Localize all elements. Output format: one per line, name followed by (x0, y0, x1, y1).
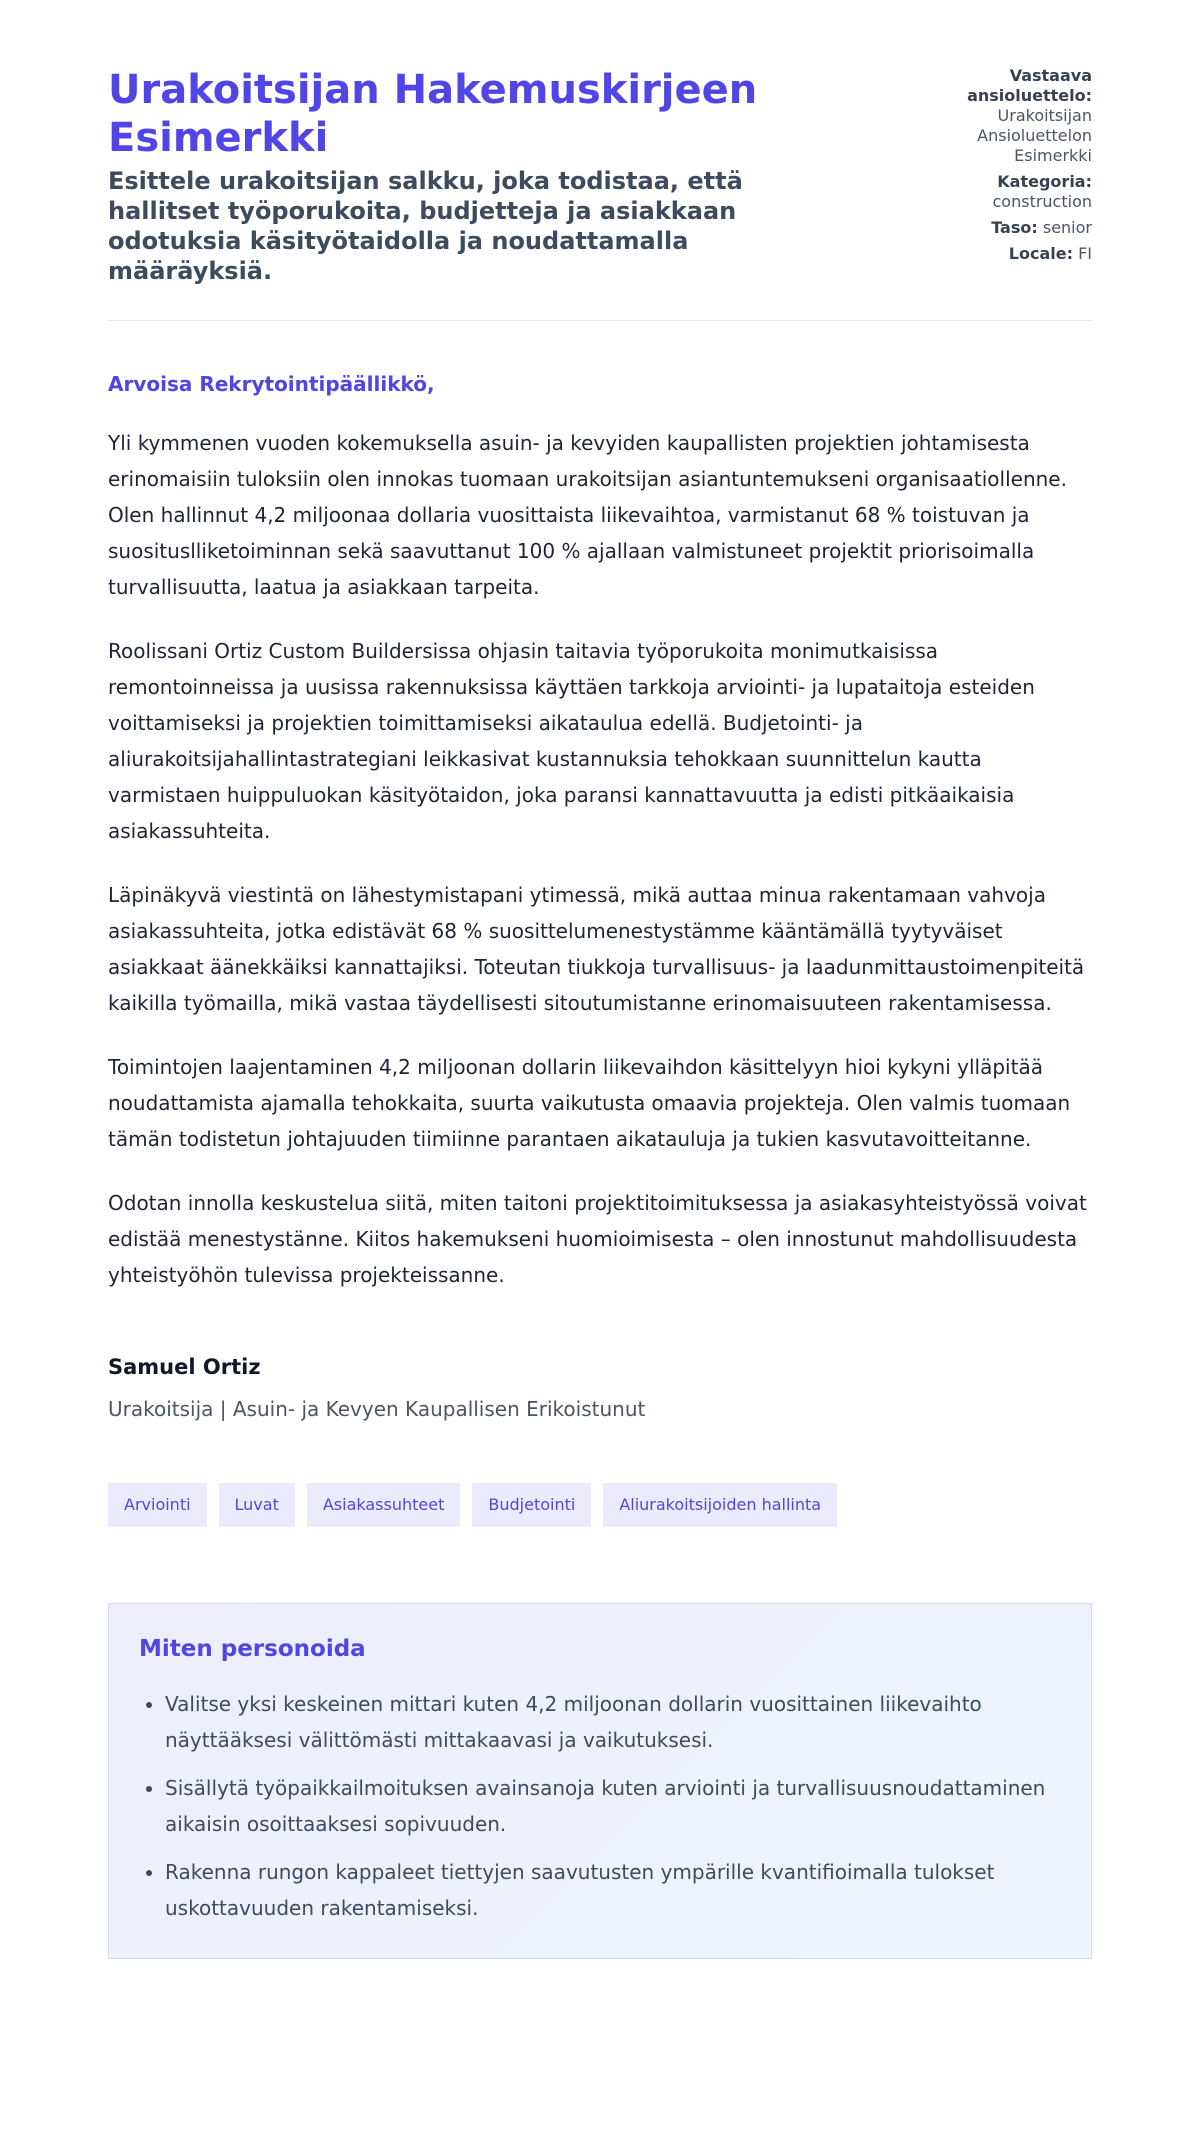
page-subtitle: Esittele urakoitsijan salkku, joka todistaa, että hallitset työporukoita, budjetteja ja asiakkaan odotuksia käsityötaidolla ja noudattamalla määräyksiä. (108, 167, 743, 285)
skill-tag: Budjetointi (472, 1483, 591, 1527)
meta-category-label: Kategoria: (997, 172, 1092, 191)
meta-level-label: Taso: (991, 218, 1038, 237)
tip-item: • Sisällytä työpaikkailmoituksen avainsanoja kuten arviointi ja turvallisuusnoudattaminen aikaisin osoittaaksesi sopivuuden. (165, 1770, 1061, 1842)
meta-locale-label: Locale: (1008, 244, 1073, 263)
letter-paragraph: Läpinäkyvä viestintä on lähestymistapani ytimessä, mikä auttaa minua rakentamaan vahvoja asiakassuhteita, jotka edistävät 68 % suosittelumenestystämme kääntämällä tyytyväiset asiakkaat äänekkäiksi kannattajiksi. Toteutan tiukkoja turvallisuus- ja laadunmittaustoimenpiteitä kaikilla työmailla, mikä vastaa täydellisesti sitoutumistanne erinomaisuuteen rakentamisessa. (108, 883, 1085, 1015)
page-title: Urakoitsijan Hakemuskirjeen Esimerkki (108, 67, 758, 161)
tip-item: • Valitse yksi keskeinen mittari kuten 4,2 miljoonan dollarin vuosittainen liikevaihto näyttääksesi välittömästi mittakaavasi ja vaikutuksesi. (165, 1686, 1061, 1758)
meta-resume-label: Vastaava ansioluettelo: (967, 66, 1092, 105)
meta-resume (922, 66, 1092, 166)
personalize-tips-box (108, 1603, 1092, 1959)
skill-tag: Arviointi (108, 1483, 207, 1527)
skill-tag: Asiakassuhteet (307, 1483, 461, 1527)
skill-tag: Aliurakoitsijoiden hallinta (603, 1483, 837, 1527)
letter-paragraph: Toimintojen laajentaminen 4,2 miljoonan dollarin liikevaihdon käsittelyyn hioi kykyni ylläpitää noudattamista ajamalla tehokkaita, suurta vaikutusta omaavia projekteja. Olen valmis tuomaan tämän todistetun johtajuuden tiimiinne parantaen aikatauluja ja tukien kasvutavoitteitanne. (108, 1055, 1071, 1151)
meta-locale-value: FI (1078, 244, 1092, 263)
letter-paragraph: Odotan innolla keskustelua siitä, miten taitoni projektitoimituksessa ja asiakasyhteistyössä voivat edistää menestystänne. Kiitos hakemukseni huomioimisesta – olen innostunut mahdollisuudesta yhteistyöhön tulevissa projekteissanne. (108, 1191, 1087, 1287)
skill-tag: Luvat (219, 1483, 295, 1527)
letter-paragraph: Roolissani Ortiz Custom Buildersissa ohjasin taitavia työporukoita monimutkaisissa remontoinneissa ja uusissa rakennuksissa käyttäen tarkkoja arviointi- ja lupataitoja esteiden voittamiseksi ja projektien toimittamiseksi aikataulua edellä. Budjetointi- ja aliurakoitsijahallintastrategiani leikkasivat kustannuksia tehokkaan suunnittelun kautta varmistaen huippuluokan käsityötaidon, joka paransi kannattavuutta ja edisti pitkäaikaisia asiakassuhteita. (108, 639, 1035, 843)
letter-paragraph: Yli kymmenen vuoden kokemuksella asuin- ja kevyiden kaupallisten projektien johtamisesta erinomaisiin tuloksiin olen innokas tuomaan urakoitsijan asiantuntemukseni organisaatiollenne. Olen hallinnut 4,2 miljoonaa dollaria vuosittaista liikevaihtoa, varmistanut 68 % toistuvan ja suosituslliketoiminnan sekä saavuttanut 100 % ajallaan valmistuneet projektit priorisoimalla turvallisuutta, laatua ja asiakkaan tarpeita. (108, 431, 1067, 599)
header-left (108, 66, 808, 286)
meta-panel (922, 66, 1092, 270)
meta-locale (922, 244, 1092, 264)
tip-item: • Rakenna rungon kappaleet tiettyjen saavutusten ympärille kvantifioimalla tulokset uskottavuuden rakentamiseksi. (165, 1854, 1061, 1926)
signature-role: Urakoitsija | Asuin- ja Kevyen Kaupallisen Erikoistunut (108, 1397, 646, 1421)
meta-level-value: senior (1042, 218, 1092, 237)
tips-title: Miten personoida (139, 1636, 366, 1662)
letter-salutation: Arvoisa Rekrytointipäällikkö, (108, 372, 435, 396)
meta-category (922, 172, 1092, 212)
meta-resume-value: Urakoitsijan Ansioluettelon Esimerkki (977, 106, 1092, 165)
tips-list (139, 1686, 1061, 1926)
meta-level (922, 218, 1092, 238)
letter-body (108, 425, 1092, 1293)
letter-signature (108, 1353, 1092, 1423)
meta-category-value: construction (992, 192, 1092, 211)
signature-name: Samuel Ortiz (108, 1355, 261, 1379)
skill-tags (108, 1483, 1092, 1527)
document-header (108, 66, 1092, 321)
